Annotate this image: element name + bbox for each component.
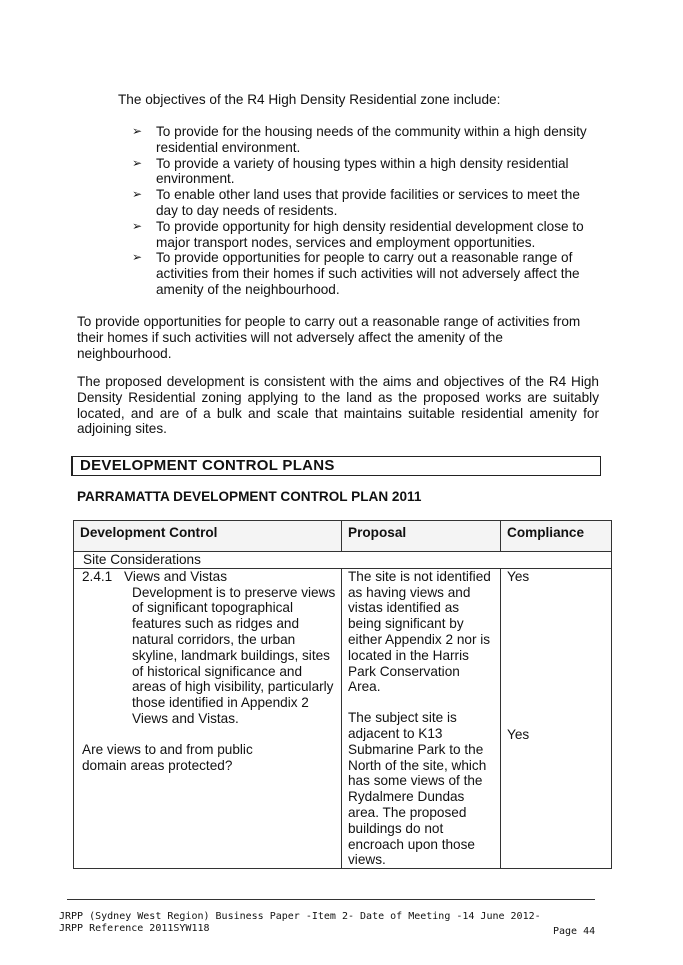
footer-divider xyxy=(67,899,595,900)
arrowhead-bullet-icon: ➢ xyxy=(132,155,143,170)
dcp-subheading: PARRAMATTA DEVELOPMENT CONTROL PLAN 2011 xyxy=(77,489,422,504)
list-item: ➢ To provide for the housing needs of the community within a high density residential environment. xyxy=(132,124,587,155)
paragraph-opportunities: To provide opportunities for people to carry out a reasonable range of activities from their homes if such activities will not adversely affect the amenity of the neighbourhood. xyxy=(77,314,581,361)
list-item: ➢ To enable other land uses that provide facilities or services to meet the day to day needs of residents. xyxy=(132,187,580,218)
table-row xyxy=(74,568,612,868)
compliance-value-2: Yes xyxy=(507,726,530,742)
footer-line-1: JRPP (Sydney West Region) Business Paper -Item 2- Date of Meeting -14 June 2012- xyxy=(59,911,541,922)
footer-line-2: JRPP Reference 2011SYW118 xyxy=(59,922,210,934)
paragraph-consistency: The proposed development is consistent with the aims and objectives of the R4 High Density Residential zoning applying to the land as the proposed works are suitably located, and are of a bulk and scale that maintains suitable residential amenity for adjoining sites. xyxy=(77,374,599,437)
arrowhead-bullet-icon: ➢ xyxy=(132,250,143,265)
proposal-text-2: The subject site is adjacent to K13 Submarine Park to the North of the site, which has some views of the Rydalmere Dundas area. The proposed buildings do not encroach upon those views. xyxy=(348,710,487,868)
list-item: ➢ To provide opportunities for people to carry out a reasonable range of activities from their homes if such activities will not adversely affect the amenity of the neighbourhood. xyxy=(132,250,580,297)
control-heading xyxy=(82,569,341,585)
column-header-control: Development Control xyxy=(74,521,342,552)
dcp-compliance-table xyxy=(73,520,612,869)
arrowhead-bullet-icon: ➢ xyxy=(132,187,143,202)
control-description: Development is to preserve views of significant topographical features such as ridges and natural corridors, the urban skyline, landmark buildings, sites of historical significance and areas of high visibility, particularly those identified in Appendix 2 Views and Vistas. xyxy=(132,584,336,726)
list-item: ➢ To provide opportunity for high density residential development close to major transport nodes, services and employment opportunities. xyxy=(132,218,584,250)
objectives-list xyxy=(130,124,600,298)
control-cell xyxy=(74,568,342,868)
arrowhead-bullet-icon: ➢ xyxy=(132,124,143,138)
control-number: 2.4.1 xyxy=(82,568,113,584)
column-header-compliance: Compliance xyxy=(501,521,612,552)
compliance-value-1: Yes xyxy=(507,568,530,584)
proposal-text-1: The site is not identified as having views and vistas identified as being significant by either Appendix 2 nor is located in the Harris Park Conservation Area. xyxy=(348,568,491,695)
arrowhead-bullet-icon: ➢ xyxy=(132,218,143,233)
table-header-row xyxy=(74,521,612,552)
table-group-row xyxy=(74,552,612,569)
column-header-proposal: Proposal xyxy=(342,521,501,552)
objectives-intro: The objectives of the R4 High Density Residential zone include: xyxy=(118,92,501,107)
control-question: Are views to and from public domain areas protected? xyxy=(82,741,253,773)
page-number: Page 44 xyxy=(553,926,596,937)
list-item: ➢ To provide a variety of housing types within a high density residential environment. xyxy=(132,155,569,187)
footer-reference xyxy=(59,911,541,934)
section-banner xyxy=(71,456,601,476)
control-title: Views and Vistas xyxy=(124,568,228,584)
section-title: DEVELOPMENT CONTROL PLANS xyxy=(80,457,335,474)
group-label: Site Considerations xyxy=(74,552,612,569)
proposal-cell xyxy=(342,568,501,868)
compliance-cell xyxy=(501,568,612,868)
